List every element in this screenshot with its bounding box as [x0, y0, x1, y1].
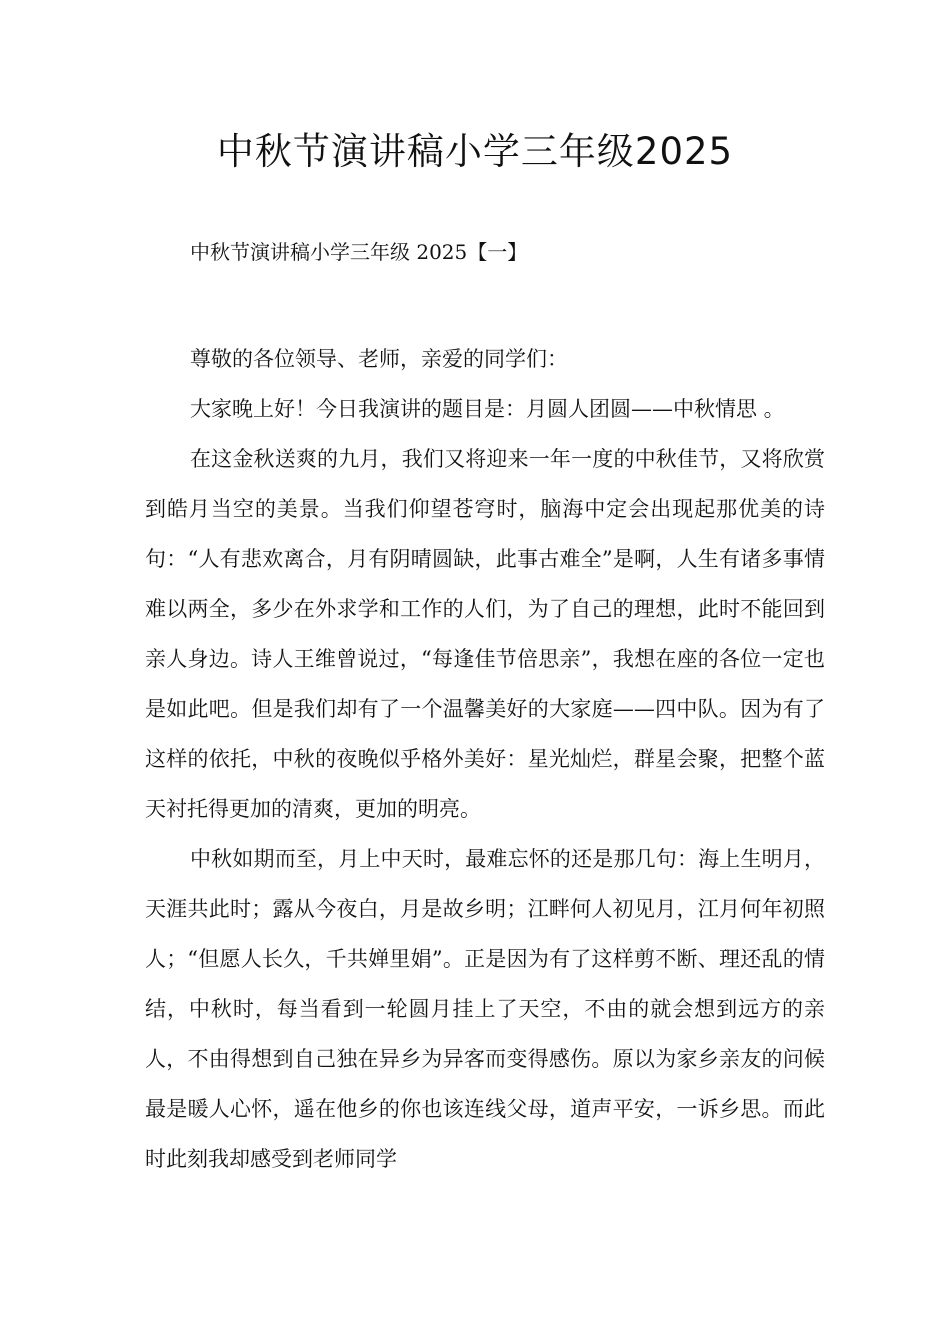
paragraph-body-2: 中秋如期而至，月上中天时，最难忘怀的还是那几句：海上生明月，天涯共此时；露从今夜白，月是故乡明；江畔何人初见月，江月何年初照人；“但愿人长久，千共婵里娟”。正是因为有了这样剪不断、理还乱的情结，中秋时，每当看到一轮圆月挂上了天空，不由的就会想到远方的亲人，不由得想到自己独在异乡为异客而变得感伤。原以为家乡亲友的问候最是暖人心怀，遥在他乡的你也该连线父母，道声平安，一诉乡思。而此时此刻我却感受到老师同学	[145, 847, 825, 1171]
paragraph-body-1: 在这金秋送爽的九月，我们又将迎来一年一度的中秋佳节，又将欣赏到皓月当空的美景。当我们仰望苍穹时，脑海中定会出现起那优美的诗句：“人有悲欢离合，月有阴晴圆缺，此事古难全”是啊，人生有诸多事情难以两全，多少在外求学和工作的人们，为了自己的理想，此时不能回到亲人身边。诗人王维曾说过，“每逢佳节倍思亲”，我想在座的各位一定也是如此吧。但是我们却有了一个温馨美好的大家庭——四中队。因为有了这样的依托，中秋的夜晚似乎格外美好：星光灿烂，群星会聚，把整个蓝天衬托得更加的清爽，更加的明亮。	[145, 447, 825, 821]
section-heading: 中秋节演讲稿小学三年级 2025【一】	[190, 240, 528, 264]
document-body	[145, 334, 825, 1184]
document-title: 中秋节演讲稿小学三年级2025	[216, 130, 734, 173]
paragraph-intro: 大家晚上好！今日我演讲的题目是：月圆人团圆——中秋情思 。	[190, 397, 785, 421]
paragraph-greeting: 尊敬的各位领导、老师，亲爱的同学们：	[190, 347, 568, 371]
